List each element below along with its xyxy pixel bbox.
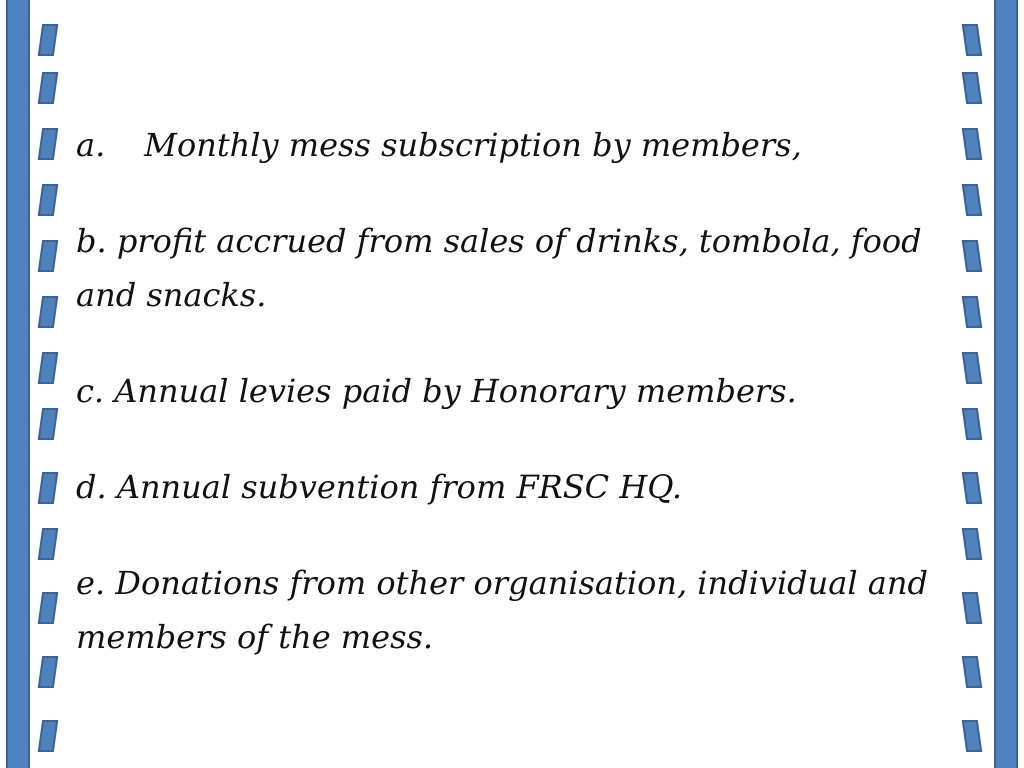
list-item-e — [76, 556, 956, 664]
item-marker: e. — [76, 564, 106, 602]
left-perforation — [38, 240, 58, 272]
left-perforation — [38, 296, 58, 328]
left-perforation — [38, 656, 58, 688]
left-perforation — [38, 720, 58, 752]
left-border-bar — [6, 0, 30, 768]
left-perforation — [38, 24, 58, 56]
left-perforation — [38, 408, 58, 440]
right-perforation — [962, 472, 982, 504]
left-perforation — [38, 352, 58, 384]
left-perforation — [38, 184, 58, 216]
right-perforation — [962, 592, 982, 624]
item-marker: d. — [76, 468, 107, 506]
list-item-b — [76, 214, 956, 322]
right-perforation — [962, 128, 982, 160]
item-text: Donations from other organisation, individual and members of the mess. — [76, 564, 928, 656]
right-perforation — [962, 72, 982, 104]
left-perforation — [38, 528, 58, 560]
right-perforation — [962, 184, 982, 216]
left-perforation — [38, 592, 58, 624]
right-perforation — [962, 240, 982, 272]
item-marker: a. — [76, 126, 106, 164]
item-marker: b. — [76, 222, 107, 260]
right-perforation — [962, 720, 982, 752]
right-border-bar — [994, 0, 1018, 768]
right-perforation — [962, 24, 982, 56]
right-perforation — [962, 528, 982, 560]
left-perforation — [38, 72, 58, 104]
list-item-d — [76, 460, 956, 514]
item-text: Annual subvention from FRSC HQ. — [116, 468, 683, 506]
list-item-c — [76, 364, 956, 418]
right-perforation — [962, 352, 982, 384]
right-perforation — [962, 296, 982, 328]
list-item-a — [76, 118, 956, 172]
content-list — [76, 118, 956, 706]
right-perforation — [962, 408, 982, 440]
left-perforation — [38, 128, 58, 160]
left-perforation — [38, 472, 58, 504]
right-perforation — [962, 656, 982, 688]
item-marker: c. — [76, 372, 105, 410]
item-text: Annual levies paid by Honorary members. — [114, 372, 797, 410]
item-text: profit accrued from sales of drinks, tombola, food and snacks. — [76, 222, 922, 314]
item-text: Monthly mess subscription by members, — [144, 126, 802, 164]
